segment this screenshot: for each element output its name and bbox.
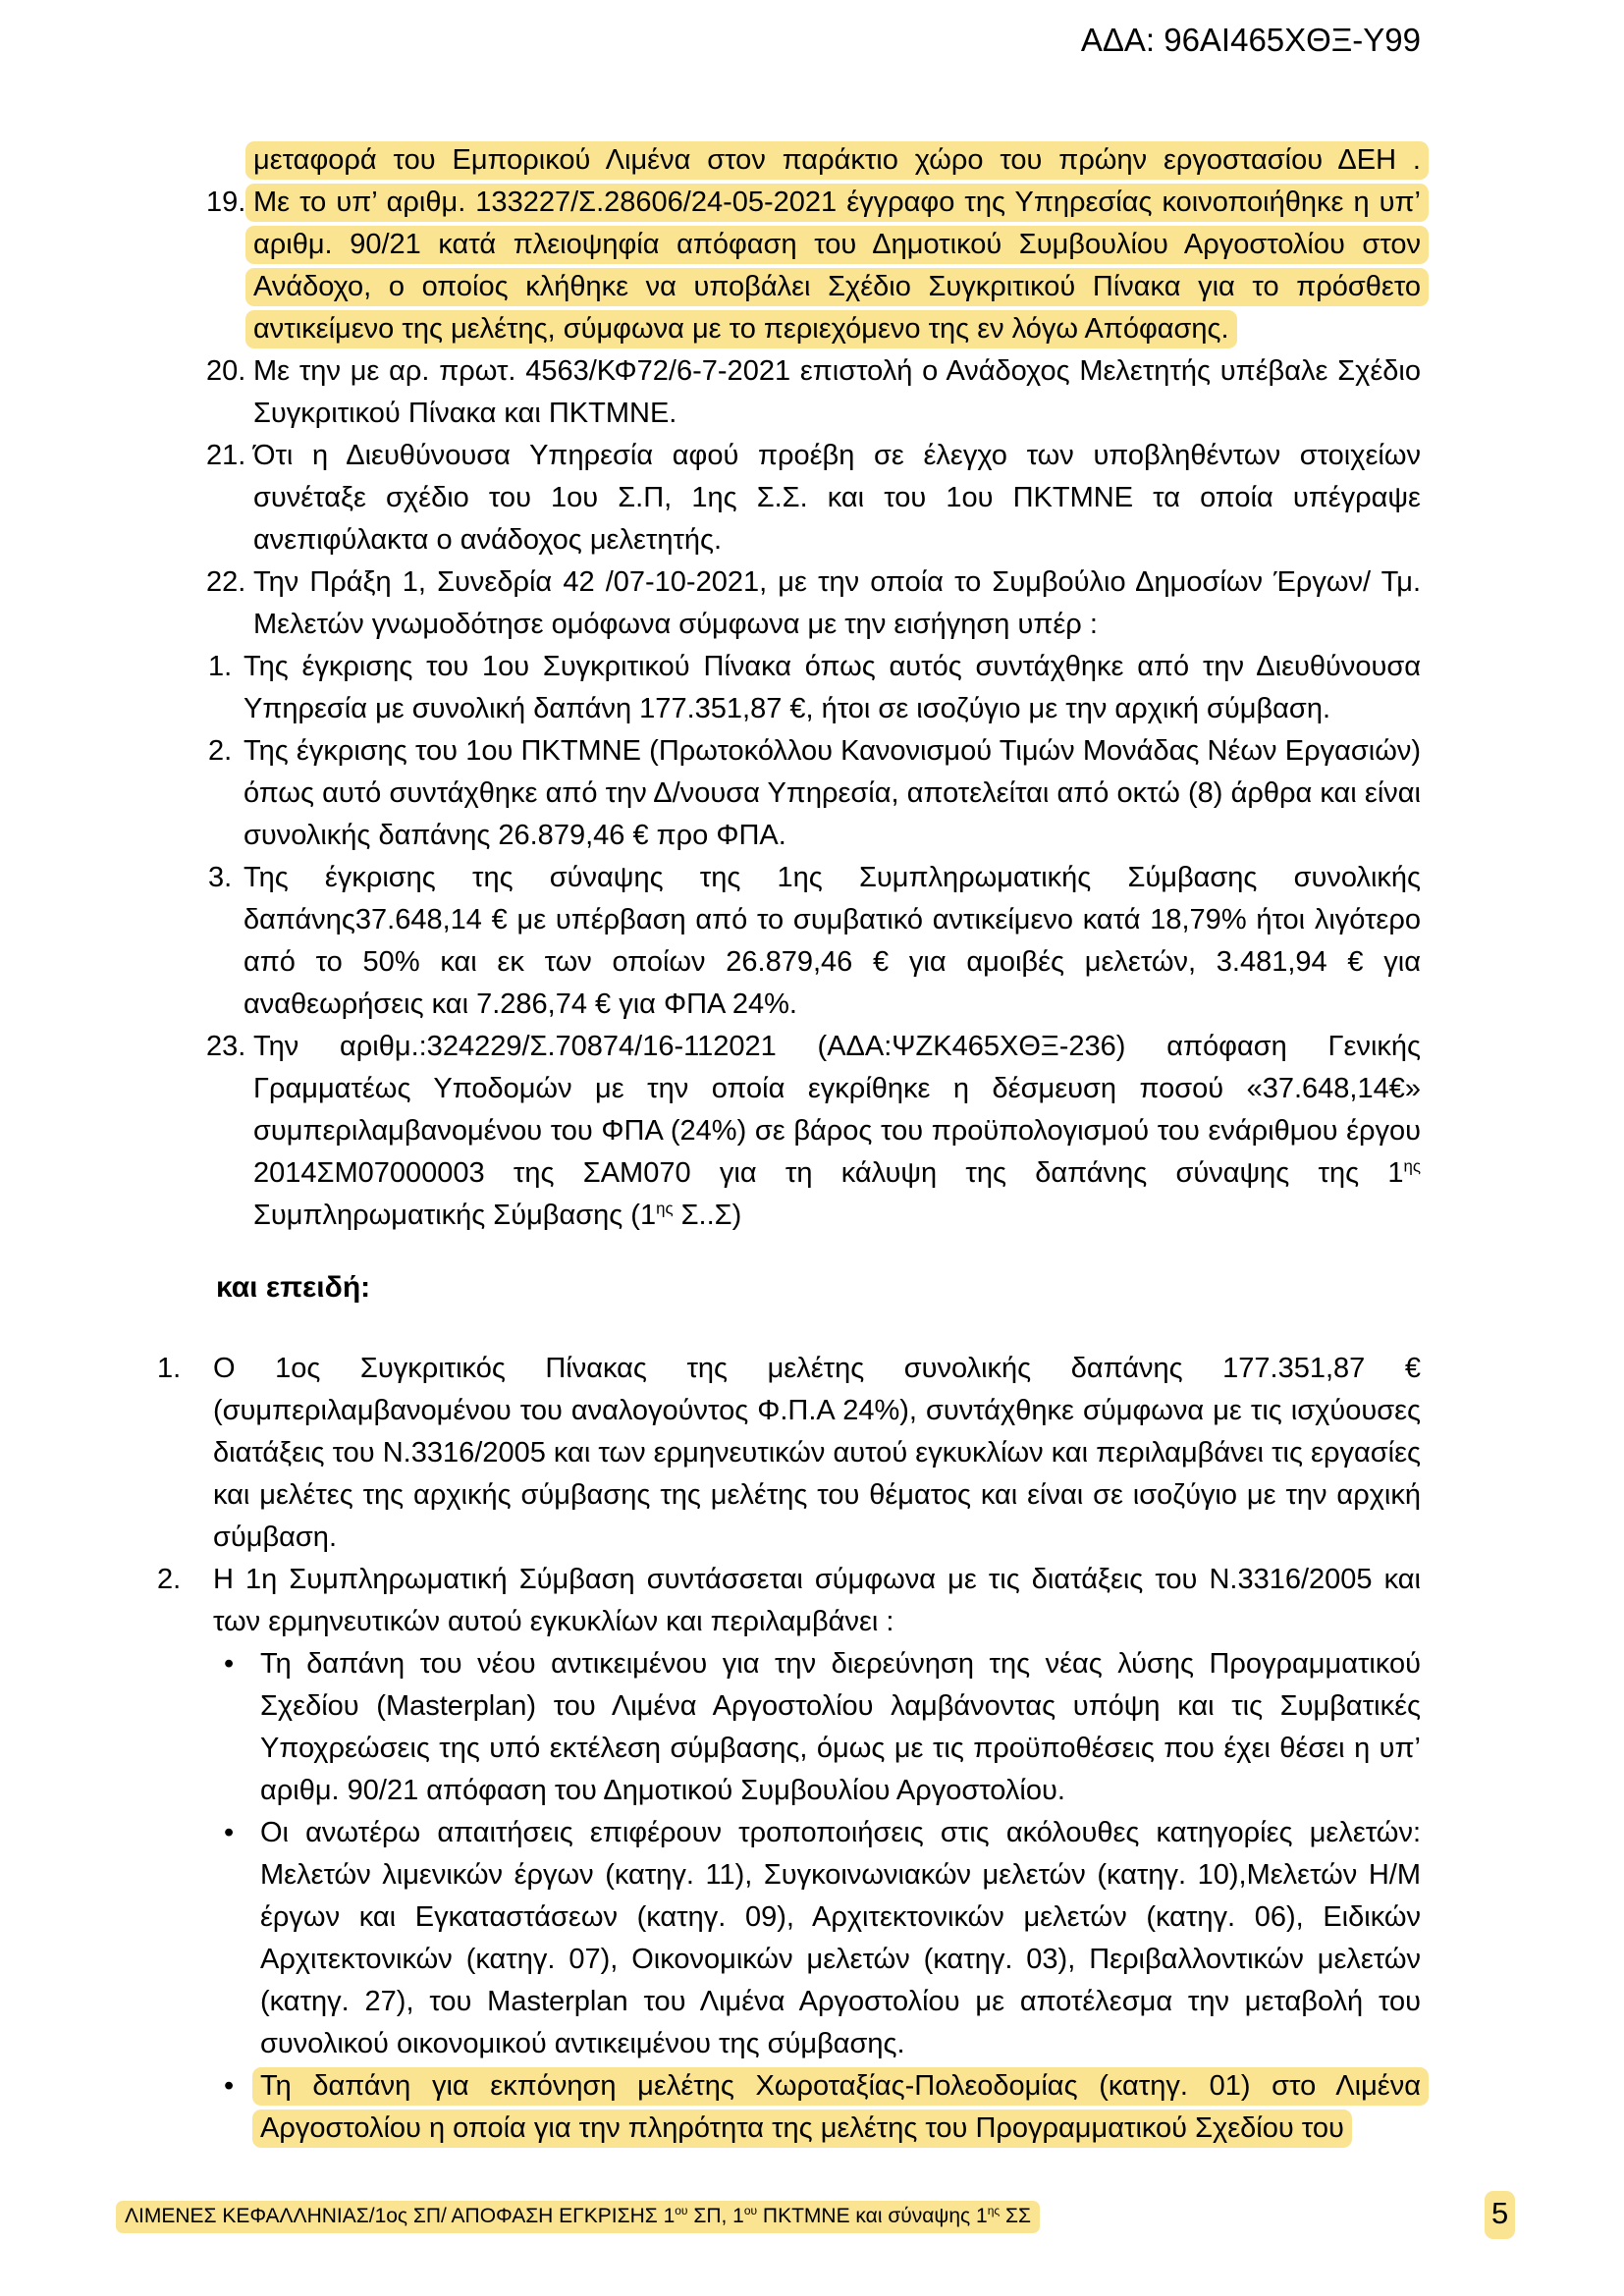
- reason-item-2: [157, 1559, 1421, 1643]
- list-item-19: [206, 182, 1421, 350]
- item-text: Με την με αρ. πρωτ. 4563/ΚΦ72/6-7-2021 επιστολή ο Ανάδοχος Μελετητής υπέβαλε Σχέδιο Συγκριτικού Πίνακα και ΠΚΤΜΝΕ.: [253, 355, 1421, 429]
- reason-number: 1.: [157, 1353, 182, 1384]
- reasons-list: [157, 1348, 1421, 2150]
- reason-text: Ο 1ος Συγκριτικός Πίνακας της μελέτης συνολικής δαπάνης 177.351,87 € (συμπεριλαμβανομένου του αναλογούντος Φ.Π.Α 24%), συντάχθηκε σύμφωνα με τις ισχύουσες διατάξεις του Ν.3316/2005 και των ερμηνευτικών αυτού εγκυκλίων και περιλαμβάνει τις εργασίες και μελέτες της αρχικής σύμβασης της μελέτης του θέματος και είναι σε ισοζύγιο με την αρχική σύμβαση.: [213, 1353, 1421, 1553]
- bullet-icon: •: [224, 1817, 235, 1848]
- superscript-text: ου: [743, 2204, 758, 2217]
- item-number: 20.: [206, 355, 246, 387]
- superscript-text: ης: [656, 1199, 674, 1218]
- sub-list: [208, 646, 1421, 1026]
- list-item-22: [206, 561, 1421, 646]
- footer-reference: [116, 2204, 1040, 2229]
- bullet-item-2: [224, 1812, 1421, 2065]
- item-number: 21.: [206, 440, 246, 471]
- ada-code-text: ΑΔΑ: 96ΑΙ465ΧΘΞ-Υ99: [1080, 22, 1421, 58]
- sub-item-text: Της έγκρισης του 1ου Συγκριτικού Πίνακα όπως αυτός συντάχθηκε από την Διευθύνουσα Υπηρεσία με συνολική δαπάνη 177.351,87 €, ήτοι σε ισοζύγιο με την αρχική σύμβαση.: [244, 651, 1421, 724]
- superscript-text: ης: [987, 2204, 1001, 2217]
- text-segment: ΣΣ: [1000, 2205, 1031, 2227]
- list-item-20: [206, 350, 1421, 435]
- bullet-list: [224, 1643, 1421, 2150]
- bullet-text: Τη δαπάνη του νέου αντικειμένου για την διερεύνηση της νέας λύσης Προγραμματικού Σχεδίου (Masterplan) του Λιμένα Αργοστολίου λαμβάνοντας υπόψη και τις Συμβατικές Υποχρεώσεις της υπό εκτέλεση σύμβασης, όμως με τις προϋποθέσεις που έχει θέσει η υπ’ αριθμ. 90/21 απόφαση του Δημοτικού Συμβουλίου Αργοστολίου.: [260, 1648, 1421, 1806]
- page-number: 5: [1485, 2191, 1515, 2239]
- superscript-text: ης: [1403, 1156, 1421, 1176]
- footer-highlight: [116, 2201, 1040, 2233]
- list-item-23: [206, 1026, 1421, 1237]
- reason-item-1: [157, 1348, 1421, 1559]
- text-segment: Σ..Σ): [673, 1200, 742, 1231]
- bullet-item-3: [224, 2065, 1421, 2150]
- content-column: [157, 0, 1421, 2150]
- bullet-icon: •: [224, 1648, 235, 1680]
- carryover-paragraph: [206, 139, 1421, 182]
- item-number: 19.: [206, 187, 246, 218]
- page-number-badge: [1485, 2196, 1515, 2231]
- sub-item-number: 1.: [208, 651, 233, 682]
- reason-number: 2.: [157, 1564, 182, 1595]
- text-segment: Συμπληρωματικής Σύμβασης (1: [253, 1200, 657, 1231]
- carryover-highlight: μεταφορά του Εμπορικού Λιμένα στον παράκτιο χώρο του πρώην εργοστασίου ΔΕΗ .: [245, 141, 1429, 180]
- reason-text: Η 1η Συμπληρωματική Σύμβαση συντάσσεται σύμφωνα με τις διατάξεις του Ν.3316/2005 και των ερμηνευτικών αυτού εγκυκλίων και περιλαμβάνει :: [213, 1564, 1421, 1637]
- item-number: 22.: [206, 566, 246, 598]
- sub-item-number: 3.: [208, 862, 233, 893]
- text-segment: ΣΠ, 1: [687, 2205, 744, 2227]
- sub-item-text: Της έγκρισης της σύναψης της 1ης Συμπληρωματικής Σύμβασης συνολικής δαπάνης37.648,14 € με υπέρβαση από το συμβατικό αντικείμενο κατά 18,79% ήτοι λιγότερο από το 50% και εκ των οποίων 26.879,46 € για αμοιβές μελετών, 3.481,94 € για αναθεωρήσεις και 7.286,74 € για ΦΠΑ 24%.: [244, 862, 1421, 1020]
- main-list: [206, 182, 1421, 1237]
- text-segment: Την αριθμ.:324229/Σ.70874/16-112021 (ΑΔΑ:ΨΖΚ465ΧΘΞ-236) απόφαση Γενικής Γραμματέως Υποδομών με την οποία εγκρίθηκε η δέσμευση ποσού «37.648,14€» συμπεριλαμβανομένου του ΦΠΑ (24%) σε βάρος του προϋπολογισμού του ενάριθμου έργου 2014ΣΜ07000003 της ΣΑΜ070 για τη κάλυψη της δαπάνης σύναψης της 1: [253, 1031, 1421, 1189]
- bullet-3-highlight: Τη δαπάνη για εκπόνηση μελέτης Χωροταξίας-Πολεοδομίας (κατηγ. 01) στο Λιμένα Αργοστολίου η οποία για την πληρότητα της μελέτης του Προγραμματικού Σχεδίου του: [252, 2067, 1429, 2148]
- item-text: [253, 1031, 1421, 1231]
- item-text: Την Πράξη 1, Συνεδρία 42 /07-10-2021, με την οποία το Συμβούλιο Δημοσίων Έργων/ Τμ. Μελετών γνωμοδότησε ομόφωνα σύμφωνα με την εισήγηση υπέρ :: [253, 566, 1421, 640]
- item-19-highlight: Με το υπ’ αριθμ. 133227/Σ.28606/24-05-2021 έγγραφο της Υπηρεσίας κοινοποιήθηκε η υπ’ αριθμ. 90/21 κατά πλειοψηφία απόφαση του Δημοτικού Συμβουλίου Αργοστολίου στον Ανάδοχο, ο οποίος κλήθηκε να υποβάλει Σχέδιο Συγκριτικού Πίνακα για το πρόσθετο αντικείμενο της μελέτης, σύμφωνα με το περιεχόμενο της εν λόγω Απόφασης.: [245, 184, 1429, 348]
- sub-item-2: [208, 730, 1421, 857]
- sub-item-3: [208, 857, 1421, 1026]
- item-number: 23.: [206, 1031, 246, 1062]
- superscript-text: ου: [675, 2204, 688, 2217]
- sub-item-1: [208, 646, 1421, 730]
- section-heading: και επειδή:: [216, 1271, 371, 1304]
- bullet-icon: •: [224, 2070, 235, 2102]
- bullet-text: Οι ανωτέρω απαιτήσεις επιφέρουν τροποποιήσεις στις ακόλουθες κατηγορίες μελετών: Μελετών λιμενικών έργων (κατηγ. 11), Συγκοινωνιακών μελετών (κατηγ. 10),Μελετών Η/Μ έργων και Εγκαταστάσεων (κατηγ. 09), Αρχιτεκτονικών μελετών (κατηγ. 06), Ειδικών Αρχιτεκτονικών (κατηγ. 07), Οικονομικών μελετών (κατηγ. 03), Περιβαλλοντικών μελετών (κατηγ. 27), του Masterplan του Λιμένα Αργοστολίου με αποτέλεσμα την μεταβολή του συνολικού οικονομικού αντικειμένου της σύμβασης.: [260, 1817, 1421, 2059]
- sub-item-text: Της έγκρισης του 1ου ΠΚΤΜΝΕ (Πρωτοκόλλου Κανονισμού Τιμών Μονάδας Νέων Εργασιών) όπως αυτό συντάχθηκε από την Δ/νουσα Υπηρεσία, αποτελείται από οκτώ (8) άρθρα και είναι συνολικής δαπάνης 26.879,46 € προ ΦΠΑ.: [244, 735, 1421, 851]
- text-segment: ΛΙΜΕΝΕΣ ΚΕΦΑΛΛΗΝΙΑΣ/1ος ΣΠ/ ΑΠΟΦΑΣΗ ΕΓΚΡΙΣΗΣ 1: [125, 2205, 676, 2227]
- list-item-21: [206, 435, 1421, 561]
- text-segment: ΠΚΤΜΝΕ και σύναψης 1: [757, 2205, 988, 2227]
- bullet-item-1: [224, 1643, 1421, 1812]
- ada-header: [206, 0, 1421, 60]
- sub-item-number: 2.: [208, 735, 233, 767]
- item-text: Ότι η Διευθύνουσα Υπηρεσία αφού προέβη σε έλεγχο των υποβληθέντων στοιχείων συνέταξε σχέδιο του 1ου Σ.Π, 1ης Σ.Σ. και του 1ου ΠΚΤΜΝΕ τα οποία υπέγραψε ανεπιφύλακτα ο ανάδοχος μελετητής.: [253, 440, 1421, 556]
